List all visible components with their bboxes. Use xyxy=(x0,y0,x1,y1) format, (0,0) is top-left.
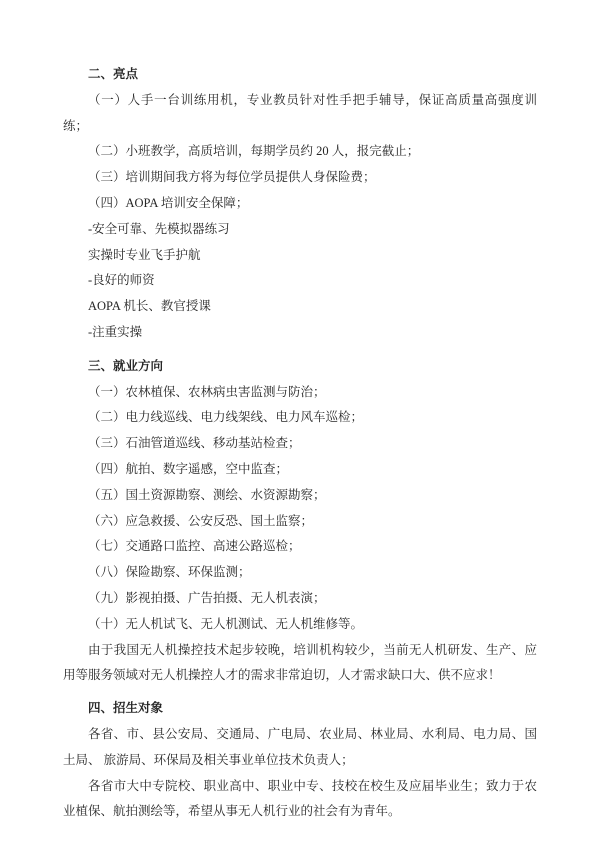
paragraph: （六）应急救援、公安反恐、国土监察； xyxy=(88,513,314,528)
section-heading: 四、招生对象 xyxy=(88,701,164,716)
paragraph: 由于我国无人机操控技术起步较晚，培训机构较少，当前无人机研发、生产、应用等服务领域对无人机操控人才的需求非常迫切，人才需求缺口大、供不应求！ xyxy=(63,642,537,683)
paragraph: 各省市大中专院校、职业高中、职业中专、技校在校生及应届毕业生；致力于农业植保、航拍测绘等，希望从事无人机行业的社会有为青年。 xyxy=(63,778,537,819)
paragraph: （三）培训期间我方将为每位学员提供人身保险费； xyxy=(88,170,376,185)
paragraph: （二）小班教学，高质培训，每期学员约 20 人，报完截止； xyxy=(88,144,420,159)
paragraph: （一）农林植保、农林病虫害监测与防治； xyxy=(88,384,326,399)
paragraph: -注重实操 xyxy=(88,324,143,339)
paragraph: （三）石油管道巡线、移动基站检查； xyxy=(88,436,301,451)
section-heading: 二、亮点 xyxy=(88,67,139,81)
paragraph: （四）AOPA 培训安全保障； xyxy=(88,195,249,210)
document-body xyxy=(63,62,537,825)
paragraph: （九）影视拍摄、广告拍摄、无人机表演； xyxy=(88,590,326,605)
paragraph: -良好的师资 xyxy=(88,273,155,288)
document-section xyxy=(63,696,537,825)
paragraph: 各省、市、县公安局、交通局、广电局、农业局、林业局、水利局、电力局、国土局、 旅游局、环保局及相关事业单位技术负责人； xyxy=(63,726,537,767)
paragraph: （八）保险勘察、环保监测； xyxy=(88,565,251,580)
paragraph: （一）人手一台训练用机，专业教员针对性手把手辅导，保证高质量高强度训练； xyxy=(63,92,537,133)
document-section xyxy=(63,354,537,689)
paragraph: （四）航拍、数字遥感，空中监查； xyxy=(88,461,289,476)
paragraph: AOPA 机长、教官授课 xyxy=(88,299,211,314)
paragraph: （五）国土资源勘察、测绘、水资源勘察； xyxy=(88,487,326,502)
paragraph: （二）电力线巡线、电力线架线、电力风车巡检； xyxy=(88,410,364,425)
section-heading: 三、就业方向 xyxy=(88,358,164,373)
document-section xyxy=(63,62,537,346)
paragraph: （十）无人机试飞、无人机测试、无人机维修等。 xyxy=(88,616,364,631)
paragraph: -安全可靠、先模拟器练习 xyxy=(88,221,230,236)
paragraph: 实操时专业飞手护航 xyxy=(88,247,201,262)
paragraph: （七）交通路口监控、高速公路巡检； xyxy=(88,539,301,554)
